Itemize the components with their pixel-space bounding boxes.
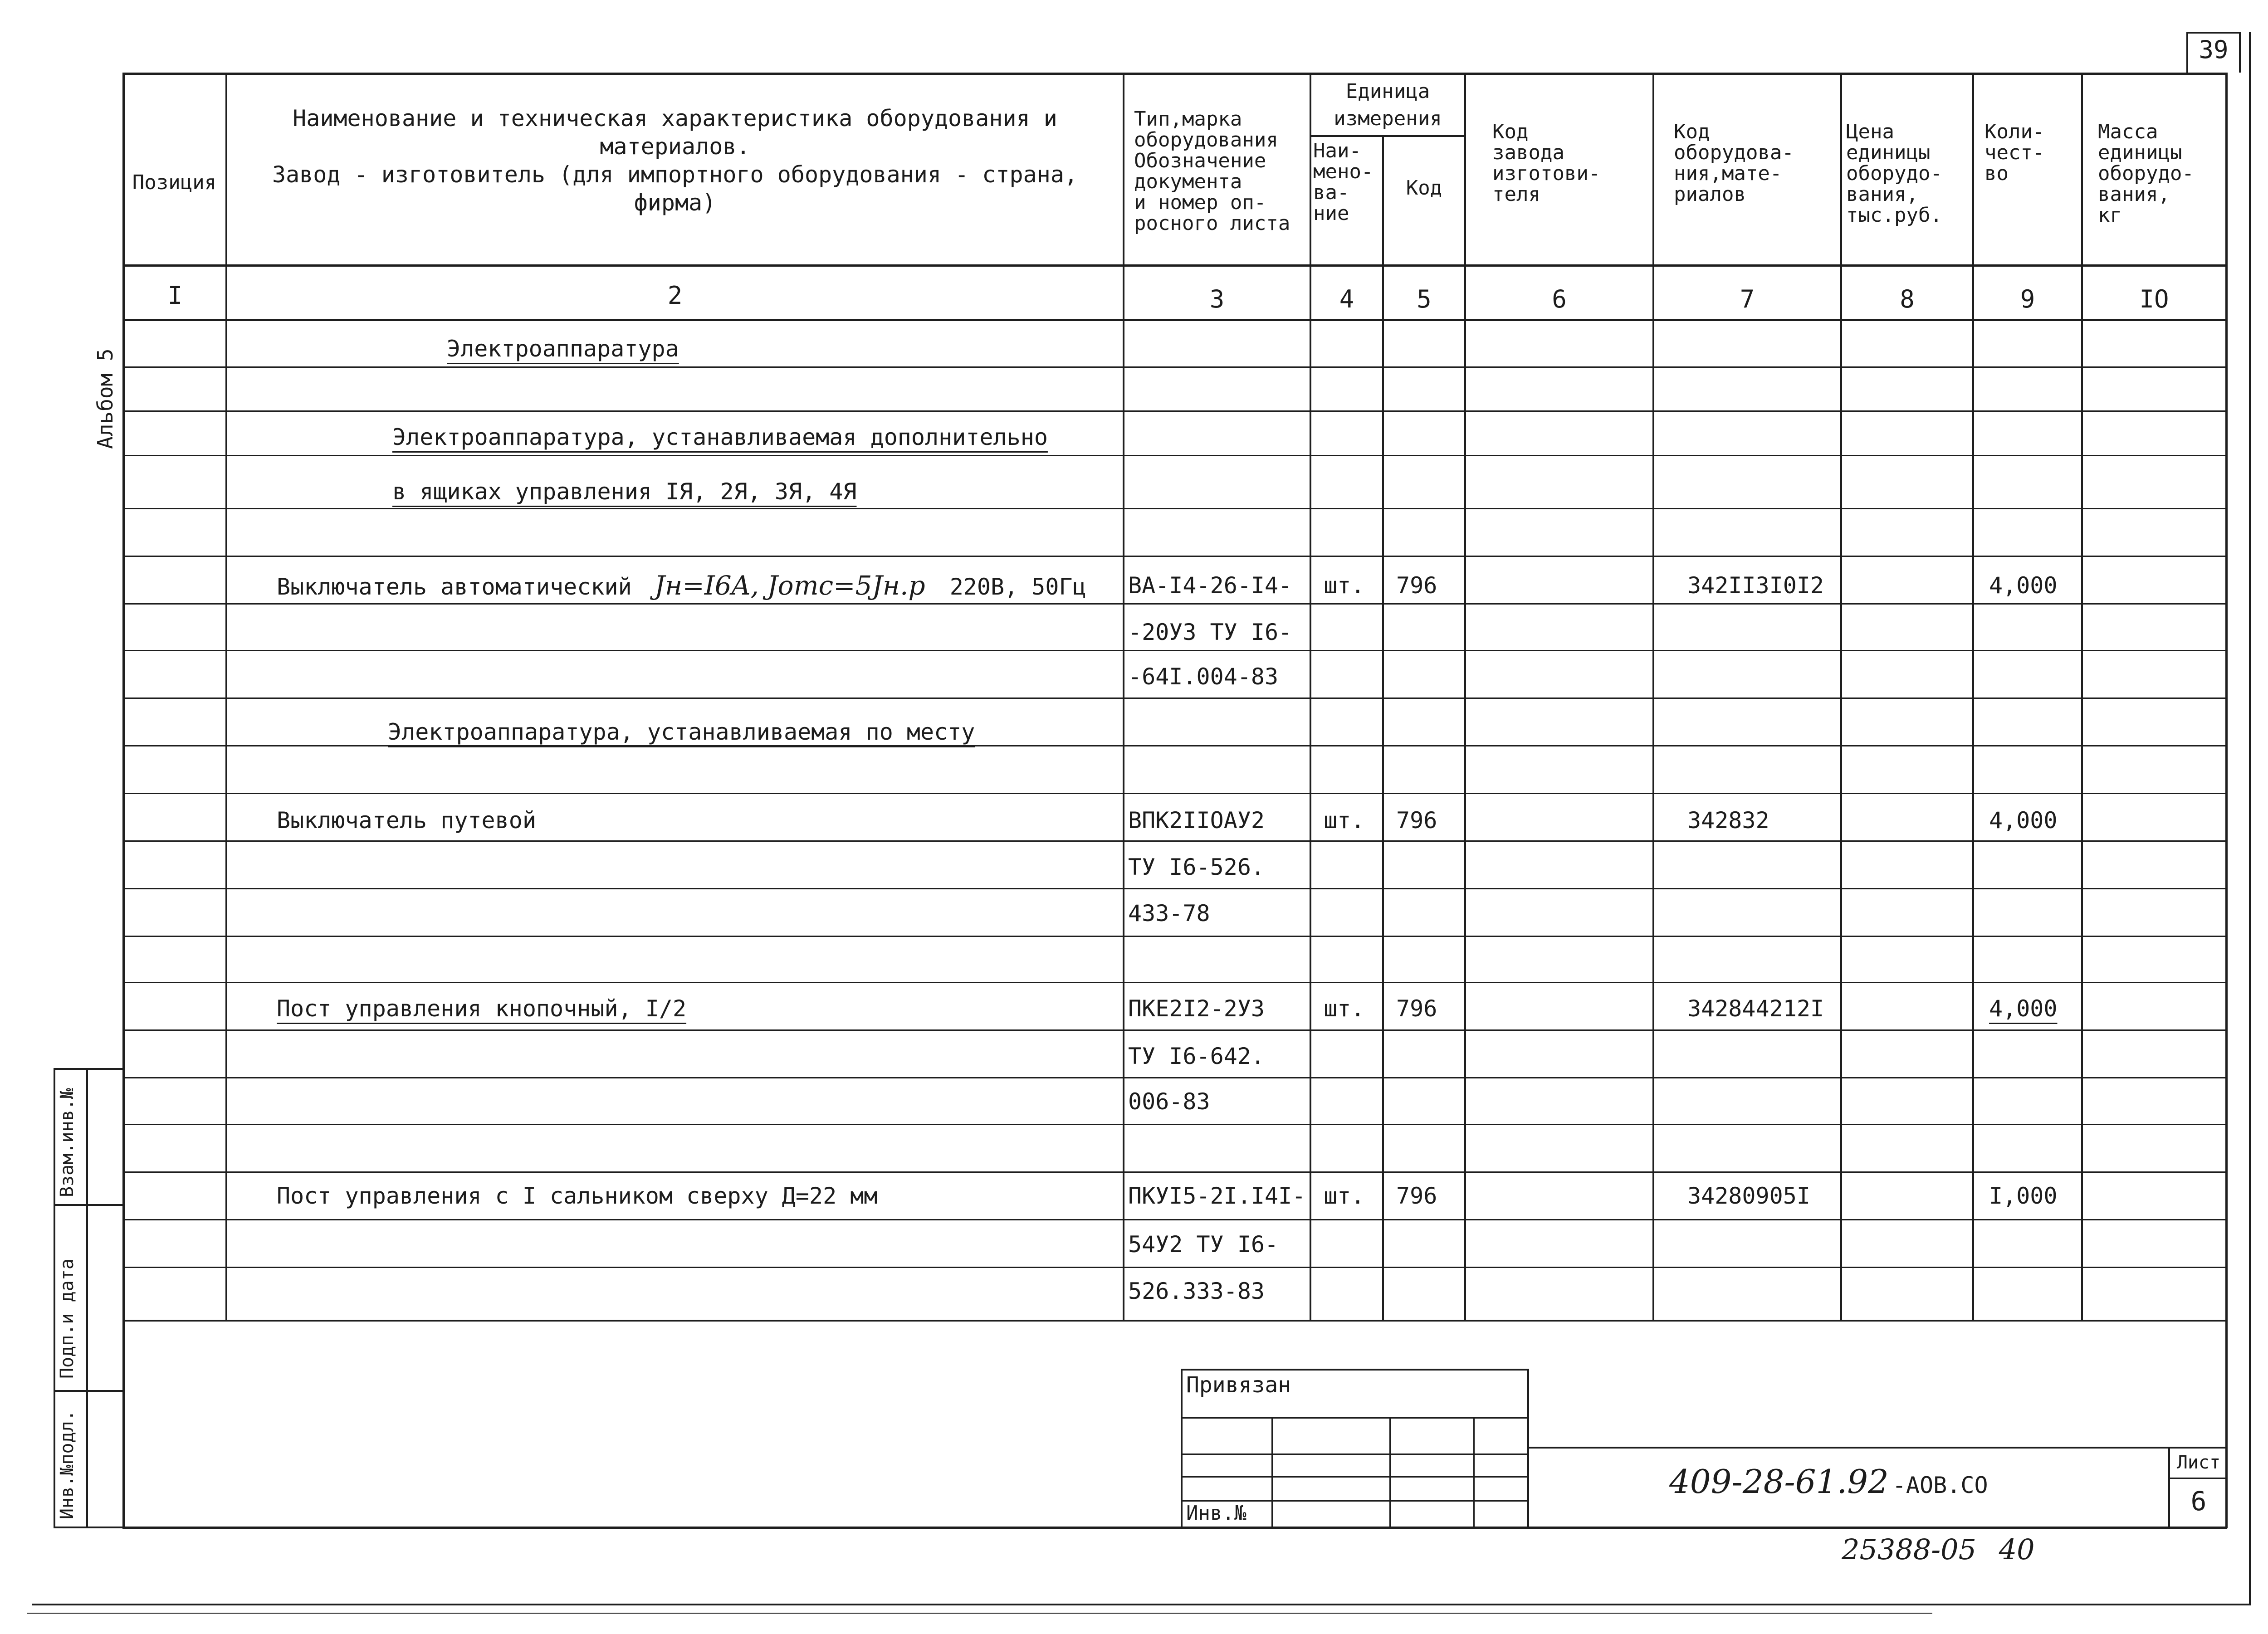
inv-label: Инв.№ [1186,1502,1246,1525]
header-equipment-code: Код оборудова- ния,мате- риалов [1674,120,1794,206]
item-equipment-code: 342832 [1687,807,1769,834]
header-unit-name: Наи- мено- ва- ние [1313,139,1374,225]
col-number: 2 [667,281,683,310]
item-type-line: 526.333-83 [1128,1278,1265,1304]
item-spec-tail: 220В, 50Гц [949,574,1086,600]
item-unit-code: 796 [1396,995,1437,1022]
original-inv-label: Инв.№подл. [57,1410,78,1519]
item-type-line: -64I.004-83 [1128,663,1279,690]
item-quantity: 4,000 [1989,807,2058,834]
item-type-line: ПКУI5-2I.I4I- [1128,1183,1306,1209]
item-type-line: -20У3 ТУ I6- [1128,619,1292,645]
item-equipment-code: 34280905I [1687,1183,1810,1209]
item-unit-code: 796 [1396,572,1437,599]
header-manufacturer-code: Код завода изготови- теля [1492,120,1601,206]
item-unit-code: 796 [1396,807,1437,834]
header-mass: Масса единицы оборудо- вания, кг [2098,120,2194,227]
bound-label: Привязан [1186,1372,1291,1398]
header-name: Наименование и техническая характеристика оборудования и материалов. Завод - изготовитель (для импортного оборудования - страна, фирма) [272,105,1078,216]
item-name: Выключатель автоматический [277,574,632,600]
col-number: 9 [2020,285,2035,313]
replaced-inv-label: Взам.инв.№ [57,1088,78,1197]
item-type-line: 54У2 ТУ I6- [1128,1231,1279,1258]
album-label: Альбом 5 [93,348,117,449]
col-number: 5 [1417,285,1432,313]
item-type-line: ВПК2IIОАУ2 [1128,807,1265,834]
item-type-line: ПКЕ2I2-2У3 [1128,995,1265,1022]
section-heading: Электроаппаратура [447,336,679,362]
section-heading: в ящиках управления IЯ, 2Я, 3Я, 4Я [392,478,857,505]
doc-code-suffix: -АОВ.СО [1892,1472,1988,1498]
item-unit: шт. [1324,807,1365,834]
col-number: 4 [1339,285,1354,313]
doc-code-handwritten: 409-28-61.92 [1669,1463,1889,1501]
item-type-line: ТУ I6-526. [1128,854,1265,880]
sheet-label: Лист [2176,1452,2221,1473]
item-name: Пост управления с I сальником сверху Д=22 мм [277,1183,878,1209]
item-unit: шт. [1324,995,1365,1022]
item-quantity: I,000 [1989,1183,2058,1209]
col-number: IO [2139,285,2169,313]
item-type-line: 433-78 [1128,900,1210,927]
header-price: Цена единицы оборудо- вания, тыс.руб. [1846,120,1942,227]
header-quantity: Коли- чест- во [1984,120,2045,185]
item-name: Пост управления кнопочный, I/2 [277,995,687,1022]
item-name: Выключатель путевой [277,807,536,834]
section-heading: Электроаппаратура, устанавливаемая дополнительно [392,424,1048,450]
sheet-value: 6 [2190,1486,2207,1517]
item-quantity: 4,000 [1989,572,2058,599]
section-heading: Электроаппаратура, устанавливаемая по месту [388,719,975,745]
col-number: 8 [1900,285,1915,313]
item-equipment-code: 342II3I0I2 [1687,572,1824,599]
item-spec-formula: Jн=I6A, Jотс=5Jн.р [654,570,925,601]
sheet-number: 39 [2199,35,2229,64]
header-unit-code: Код [1406,176,1442,200]
item-unit: шт. [1324,1183,1365,1209]
col-number: 7 [1740,285,1755,313]
col-number: I [167,281,183,310]
archive-page: 40 [1999,1533,2035,1566]
archive-code: 25388-05 [1842,1533,1977,1566]
item-type-line: ВА-I4-26-I4- [1128,572,1292,599]
col-number: 3 [1209,285,1225,313]
item-equipment-code: 342844212I [1687,995,1824,1022]
item-unit: шт. [1324,572,1365,599]
item-unit-code: 796 [1396,1183,1437,1209]
header-position: Позиция [132,171,217,194]
signature-date-label: Подп.и дата [57,1258,78,1379]
item-quantity: 4,000 [1989,995,2058,1022]
item-type-line: 006-83 [1128,1088,1210,1115]
item-type-line: ТУ I6-642. [1128,1043,1265,1069]
header-unit-group: Единица измерения [1334,80,1442,130]
header-type: Тип,марка оборудования Обозначение документа и номер оп- росного листа [1134,107,1290,235]
col-number: 6 [1552,285,1567,313]
